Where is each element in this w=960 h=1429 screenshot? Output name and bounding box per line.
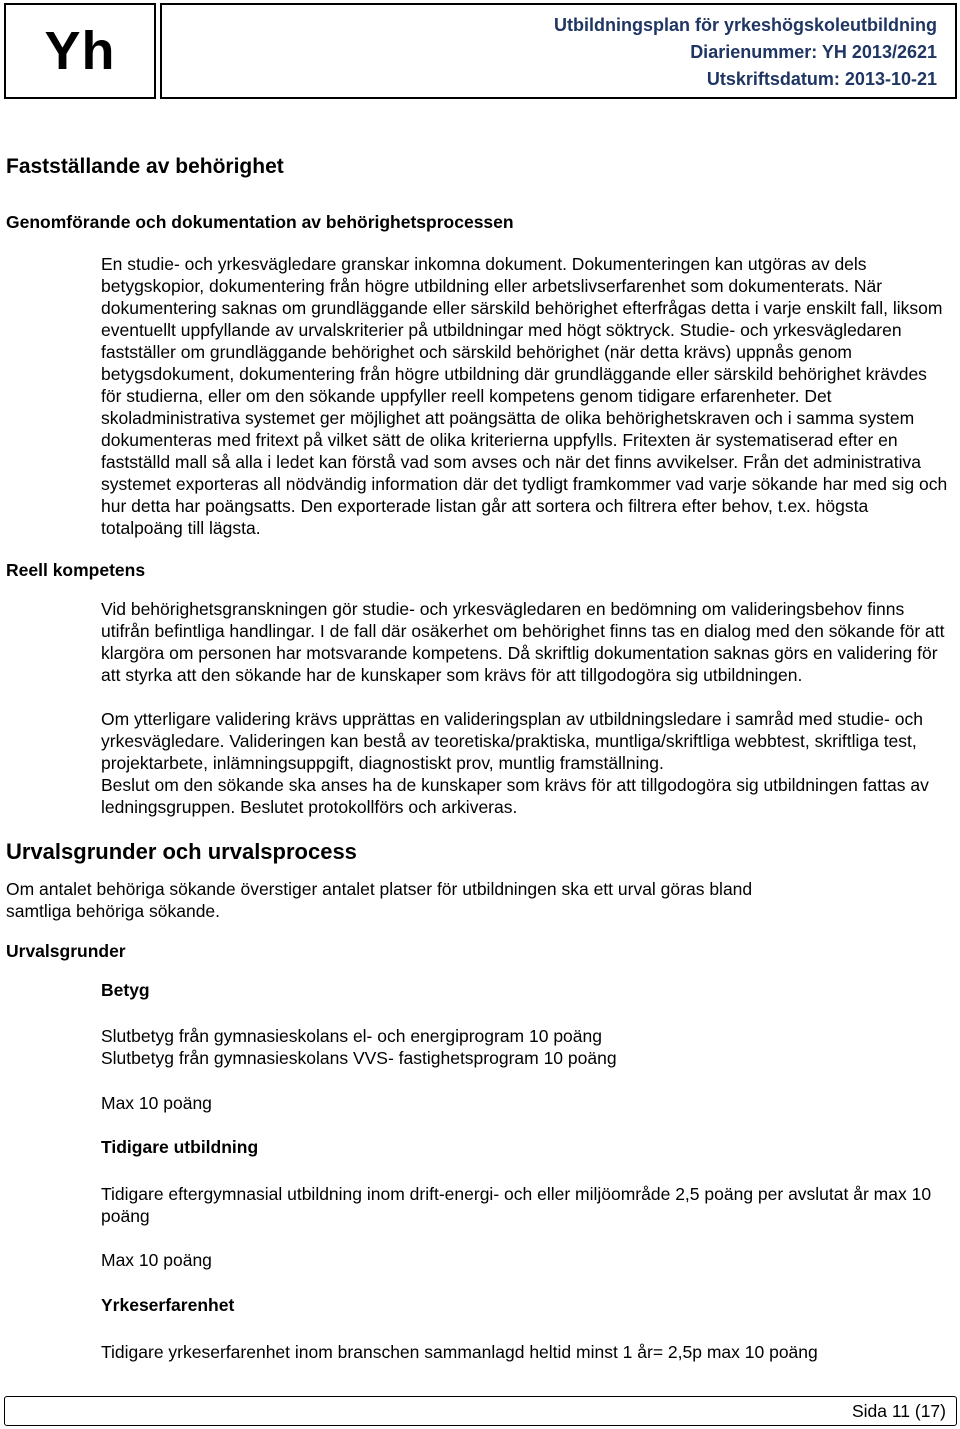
paragraph-reell-3: Beslut om den sökande ska anses ha de kunskaper som krävs för att tillgodogöra sig utbildningen fattas av ledningsgruppen. Beslutet protokollförs och arkiveras. — [101, 775, 929, 817]
document-title: Utbildningsplan för yrkeshögskoleutbildning — [553, 15, 937, 35]
section-heading-behorighet: Fastställande av behörighet — [6, 155, 284, 178]
tidigare-utbildning-text: Tidigare eftergymnasial utbildning inom drift-energi- och eller miljöområde 2,5 poäng per avslutat år max 10 poäng — [101, 1184, 932, 1226]
document-header — [160, 3, 957, 99]
page-number: Sida 11 (17) — [851, 1401, 946, 1421]
diarienummer: Diarienummer: YH 2013/2621 — [690, 42, 937, 62]
section-heading-urval: Urvalsgrunder och urvalsprocess — [6, 839, 357, 864]
paragraph-urval-intro: Om antalet behöriga sökande överstiger antalet platser för utbildningen ska ett urval göras bland samtliga behöriga sökande. — [6, 879, 753, 921]
paragraph-reell-1: Vid behörighetsgranskningen gör studie- och yrkesvägledaren en bedömning om valideringsbehov finns utifrån befintliga handlingar. I de fall där osäkerhet om behörighet finns tas en dialog med den sökande för att klargöra om personen har motsvarande kompetens. Då skriftlig dokumentation saknas görs en validering för att styrka att den sökande har de kunskaper som krävs för att tillgodogöra sig utbildningen. — [101, 599, 945, 685]
betyg-line-vvs: Slutbetyg från gymnasieskolans VVS- fastighetsprogram 10 poäng — [101, 1048, 617, 1068]
tidigare-max: Max 10 poäng — [101, 1250, 212, 1270]
subheading-genomforande: Genomförande och dokumentation av behörighetsprocessen — [6, 212, 514, 232]
betyg-max: Max 10 poäng — [101, 1093, 212, 1113]
yh-logo: Yh — [44, 21, 116, 81]
heading-betyg: Betyg — [101, 980, 150, 1000]
label-reell-kompetens: Reell kompetens — [6, 560, 146, 580]
logo-box — [4, 3, 156, 99]
paragraph-genomforande: En studie- och yrkesvägledare granskar inkomna dokument. Dokumenteringen kan utgöras av dels betygskopior, dokumentering från högre utbildning eller arbetslivserfarenhet som dokumenterats. När dokumentering saknas om grundläggande eller särskild behörighet efterfrågas detta i varje enskilt fall, liksom eventuellt uppfyllande av urvalskriterier på utbildningar med högt söktryck. Studie- och yrkesvägledaren fastställer om grundläggande behörighet och särskild behörighet (när detta krävs) uppnås genom betygsdokument, dokumentering från högre utbildning där grundläggande eller särskild behörighet krävdes för studierna, eller om den sökande uppfyller reell kompetens genom tidigare erfarenheter. Det skoladministrativa systemet ger möjlighet att poängsätta de olika behörighetskraven och i samma system dokumenteras med fritext på vilket sätt de olika kriterierna uppfylls. Fritexten är systematiserad efter en fastställd mall så alla i ledet kan förstå vad som avses och när det finns avvikelser. Från det administrativa systemet exporteras all nödvändig information där det tydligt framkommer vad varje sökande har med sig och hur detta har poängsatts. Den exporterade listan går att sortera och filtrera efter behov, t.ex. högsta totalpoäng till lägsta. — [101, 254, 948, 538]
heading-yrkeserfarenhet: Yrkeserfarenhet — [101, 1295, 235, 1315]
heading-tidigare-utbildning: Tidigare utbildning — [101, 1137, 259, 1157]
page-footer — [4, 1396, 957, 1426]
yrkeserfarenhet-text: Tidigare yrkeserfarenhet inom branschen sammanlagd heltid minst 1 år= 2,5p max 10 poäng — [101, 1342, 818, 1362]
label-urvalsgrunder: Urvalsgrunder — [6, 941, 126, 961]
betyg-line-el: Slutbetyg från gymnasieskolans el- och energiprogram 10 poäng — [101, 1026, 602, 1046]
utskriftsdatum: Utskriftsdatum: 2013-10-21 — [706, 69, 937, 89]
paragraph-reell-2: Om ytterligare validering krävs upprättas en valideringsplan av utbildningsledare i samråd med studie- och yrkesvägledare. Valideringen kan bestå av teoretiska/praktiska, muntliga/skriftliga webbtest, skriftliga test, projektarbete, inlämningsuppgift, diagnostiskt prov, muntlig framställning. — [101, 709, 923, 773]
